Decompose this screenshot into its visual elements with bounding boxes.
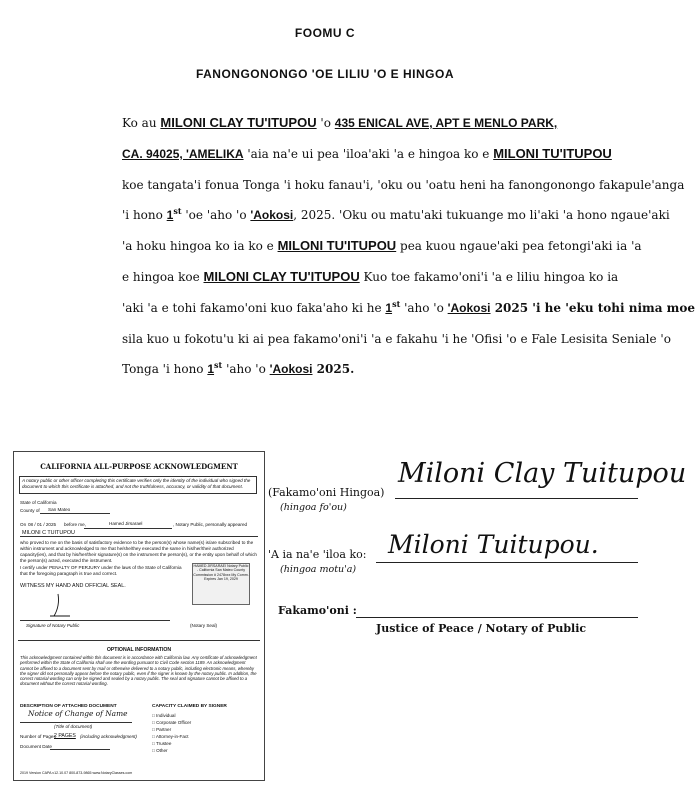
- signature-new-name: Miloni Clay Tuitupou: [398, 458, 687, 489]
- address-cont: CA. 94025, 'AMELIKA: [122, 146, 244, 161]
- ack-notary-name: Hamed Jirsarael: [109, 521, 143, 526]
- ack-notice: A notary public or other officer completing this certificate verifies only the identity of the individual who signed the document to which this certificate is attached, and not the truthfulness, accuracy, or validity of that document.: [19, 476, 257, 494]
- ack-desc-title: DESCRIPTION OF ATTACHED DOCUMENT: [20, 704, 117, 709]
- ack-perjury-text: I certify under PENALTY OF PERJURY under the laws of the State of California that the foregoing paragraph is true and correct.: [20, 565, 182, 576]
- body-line-9: Tonga 'i hono 1st 'aho 'o 'Aokosi 2025.: [122, 360, 355, 377]
- ack-on-label: On: [20, 522, 27, 527]
- jp-notary-caption: Justice of Peace / Notary of Public: [376, 622, 587, 635]
- body-line-4: 'i hono 1st 'oe 'aho 'o 'Aokosi, 2025. 'Oku ou matu'aki tukuange mo li'aki 'a hono ngaue'aki: [122, 206, 670, 223]
- ack-county-value: San Mateo: [48, 507, 71, 512]
- ack-cap-title: CAPACITY CLAIMED BY SIGNER: [152, 704, 227, 709]
- document-heading: FANONGONONGO 'OE LILIU 'O E HINGOA: [195, 67, 455, 81]
- ack-pages-value: 2 PAGES: [54, 733, 76, 739]
- notary-acknowledgment: [13, 451, 265, 781]
- ack-footer: 2019 Version CAPA v12.10.07 800-873-9865 www.NotaryClasses.com: [20, 771, 133, 775]
- body-line-3: koe tangata'i fonua Tonga 'i hoku fanau'i, 'oku ou 'oatu heni ha fanongonongo fakapule'anga: [122, 177, 685, 192]
- cap-option: □ Other: [152, 748, 168, 753]
- notary-seal: HAMED JIRSARAEI Notary Public - California San Mateo County Commission # 2478xxx My Comm. Expires Jan 19, 2029: [192, 563, 250, 605]
- ack-before-me: before me,: [64, 522, 86, 527]
- old-name: MILONI TU'ITUPOU: [493, 145, 612, 161]
- ack-signer-name: MILONI C TUITUPOU: [22, 530, 75, 536]
- body-line-7: 'aki 'a e tohi fakamo'oni kuo faka'aho ki he 1st 'aho 'o 'Aokosi 2025 'i he 'eku tohi nima moe: [122, 298, 695, 315]
- cap-option: □ Trustee: [152, 741, 172, 746]
- ack-desc-value: Notice of Change of Name: [28, 709, 128, 718]
- address: 435 ENICAL AVE, APT E MENLO PARK,: [334, 116, 558, 130]
- ack-desc-caption: (Title of document): [54, 724, 93, 729]
- notary-signature-mark: [44, 592, 74, 622]
- ack-notary-suffix: , Notary Public, personally appeared: [173, 522, 248, 527]
- ack-sig-label: Signature of Notary Public: [26, 623, 80, 628]
- form-title: FOOMU C: [294, 26, 356, 40]
- cap-option: □ Partner: [152, 727, 172, 732]
- ack-date: 08 / 01 / 2025: [28, 522, 57, 527]
- body-line-1: Ko au MILONI CLAY TU'ITUPOU 'o 435 ENICAL AVE, APT E MENLO PARK,: [122, 115, 558, 130]
- cap-option: □ Individual: [152, 713, 176, 718]
- ack-optional-title: OPTIONAL INFORMATION: [106, 647, 172, 653]
- sig-sub-old: (hingoa motu'a): [280, 564, 357, 575]
- body-line-2: CA. 94025, 'AMELIKA 'aia na'e ui pea 'iloa'aki 'a e hingoa ko e MILONI TU'ITUPOU: [122, 145, 612, 161]
- body-line-5: 'a hoku hingoa ko ia ko e MILONI TU'ITUPOU pea kuou ngaue'aki pea fetongi'aki ia 'a: [122, 238, 642, 254]
- ack-state: State of California: [20, 500, 57, 505]
- ack-cap-list: [152, 712, 191, 754]
- new-name: MILONI CLAY TU'ITUPOU: [160, 115, 317, 130]
- ack-title: CALIFORNIA ALL-PURPOSE ACKNOWLEDGMENT: [40, 462, 238, 471]
- sig-label-new: (Fakamo'oni Hingoa): [268, 486, 385, 499]
- body-line-6: e hingoa koe MILONI CLAY TU'ITUPOU Kuo toe fakamo'oni'i 'a e liliu hingoa ko ia: [122, 268, 619, 284]
- ack-county-label: County of: [20, 508, 40, 513]
- ack-doc-date-label: Document Date: [20, 744, 52, 749]
- ack-proved-text: who proved to me on the basis of satisfactory evidence to be the person(s) whose name(s) is/are subscribed to the within instrument and acknowledged to me that he/she/they executed the same in his/her/their authorized capacity(ies), and that by his/her/their signature(s) on the instrument the person(s), or the entity upon behalf of which the person(s) acted, executed the instrument.: [20, 540, 257, 563]
- declaration-body: [122, 108, 695, 385]
- ack-seal-label: (Notary Seal): [190, 623, 218, 628]
- body-line-8: sila kuo u fokotu'u ki ai pea fakamo'oni'i 'a e fakahu 'i he 'Ofisi 'o e Fale Lesisita Seniale 'o: [122, 331, 671, 346]
- cap-option: □ Attorney-in-Fact: [152, 734, 189, 739]
- signature-old-name: Miloni Tuitupou.: [388, 530, 599, 559]
- sig-label-witness: Fakamo'oni :: [278, 604, 357, 617]
- sig-sub-new: (hingoa fo'ou): [280, 502, 347, 513]
- ack-pages-label: Number of Pages: [20, 734, 56, 739]
- ack-witness: WITNESS MY HAND AND OFFICIAL SEAL.: [20, 583, 126, 589]
- ack-pages-note: (including acknowledgment): [80, 734, 137, 739]
- sig-label-old: 'A ia na'e 'iloa ko:: [268, 548, 367, 561]
- ack-optional-text: This acknowledgment contained within this document is in accordance with California law. Any certificate of acknowledgment performed within the State of California shall use the wording pursuant to Civil Code section 1189. An acknowledgment cannot be affixed to a document sent by mail or otherwise delivered to a notary public, including electronic means, whereby the signer did not personally appear before the notary public, even if the signer is known by the notary public. In addition, the correct notarial wording can only be signed and sealed by a notary public. The seal and signature cannot be affixed to a document without the correct notarial wording.: [20, 655, 257, 687]
- cap-option: □ Corporate Officer: [152, 720, 192, 725]
